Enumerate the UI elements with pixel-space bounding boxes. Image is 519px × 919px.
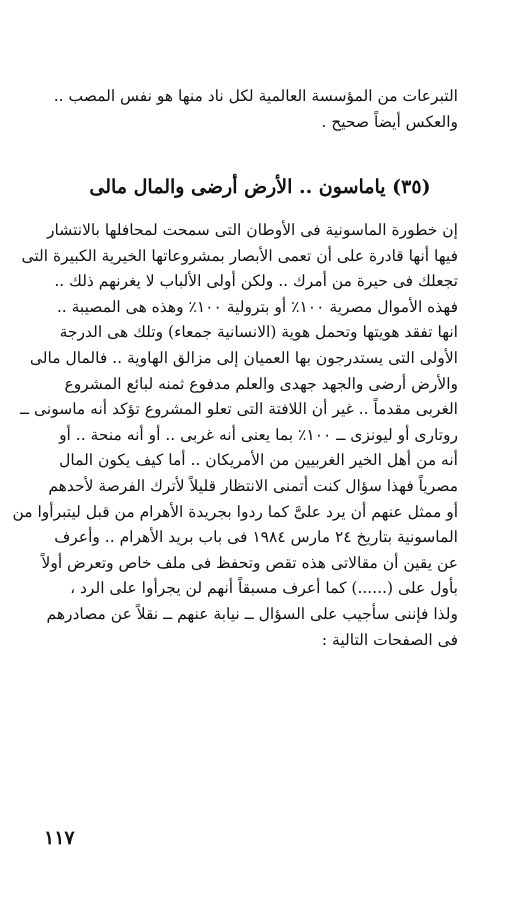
text-line: والعكس أيضاً صحيح . xyxy=(321,112,458,131)
text-line: مصرياً فهذا سؤال كنت أتمنى الانتظار قليلاً لأترك الفرصة لأحدهم xyxy=(48,476,458,495)
text-line: انها تفقد هويتها وتحمل هوية (الانسانية جمعاء) وتلك هى الدرجة xyxy=(59,323,458,342)
text-line: عن يقين أن مقالاتى هذه تقص وتحفظ فى ملف خاص وتعرض أولاً xyxy=(41,553,458,572)
page-number: ١١٧ xyxy=(44,827,75,849)
text-line: أو ممثل عنهم أن يرد علىَّ كما ردوا بجريدة الأهرام من قبل ليتبرأوا من xyxy=(12,502,458,521)
intro-paragraph xyxy=(53,84,458,135)
text-line: أنه من أهل الخير الغربيين من الأمريكان .. أما كيف يكون المال xyxy=(59,451,458,470)
text-line: فى الصفحات التالية : xyxy=(321,630,458,649)
text-line: إن خطورة الماسونية فى الأوطان التى سمحت لمحافلها بالانتشار xyxy=(47,221,458,239)
text-line: الماسونية بتاريخ ٢٤ مارس ١٩٨٤ فى باب بريد الأهرام .. وأعرف xyxy=(54,528,458,547)
text-line: والأرض أرضى والجهد جهدى والعلم مدفوع ثمنه لبائع المشروع xyxy=(64,374,458,393)
text-line: فيها أنها قادرة على أن تعمى الأبصار بمشروعاتها الخيرية الكبيرة التى xyxy=(21,246,458,265)
text-line: بأول على (......) كما أعرف مسبقاً أنهم لن يجرأوا على الرد ، xyxy=(70,579,458,598)
text-line: فهذه الأموال مصرية ١٠٠٪ أو بترولية ١٠٠٪ وهذه هى المصيبة .. xyxy=(56,297,458,316)
body-paragraph xyxy=(12,218,458,653)
text-line: التبرعات من المؤسسة العالمية لكل ناد منها هو نفس المصب .. xyxy=(53,87,458,105)
section-heading: (٣٥) ياماسون .. الأرض أرضى والمال مالى xyxy=(89,176,431,198)
text-line: ولذا فإننى سأجيب على السؤال ــ نيابة عنهم ــ نقلاً عن مصادرهم xyxy=(46,604,458,623)
text-line: الأولى التى يستدرجون بها العميان إلى مزالق الهاوية .. فالمال مالى xyxy=(29,348,458,367)
text-line: تجعلك فى حيرة من أمرك .. ولكن أولى الألباب لا يغرنهم ذلك .. xyxy=(54,272,458,291)
text-line: روتارى أو ليونزى ــ ١٠٠٪ بما يعنى أنه غربى .. أو أنه منحة .. أو xyxy=(59,425,458,444)
text-line: الغربى مقدماً .. غير أن اللافتة التى تعلو المشروع تؤكد أنه ماسونى ــ xyxy=(19,400,458,419)
